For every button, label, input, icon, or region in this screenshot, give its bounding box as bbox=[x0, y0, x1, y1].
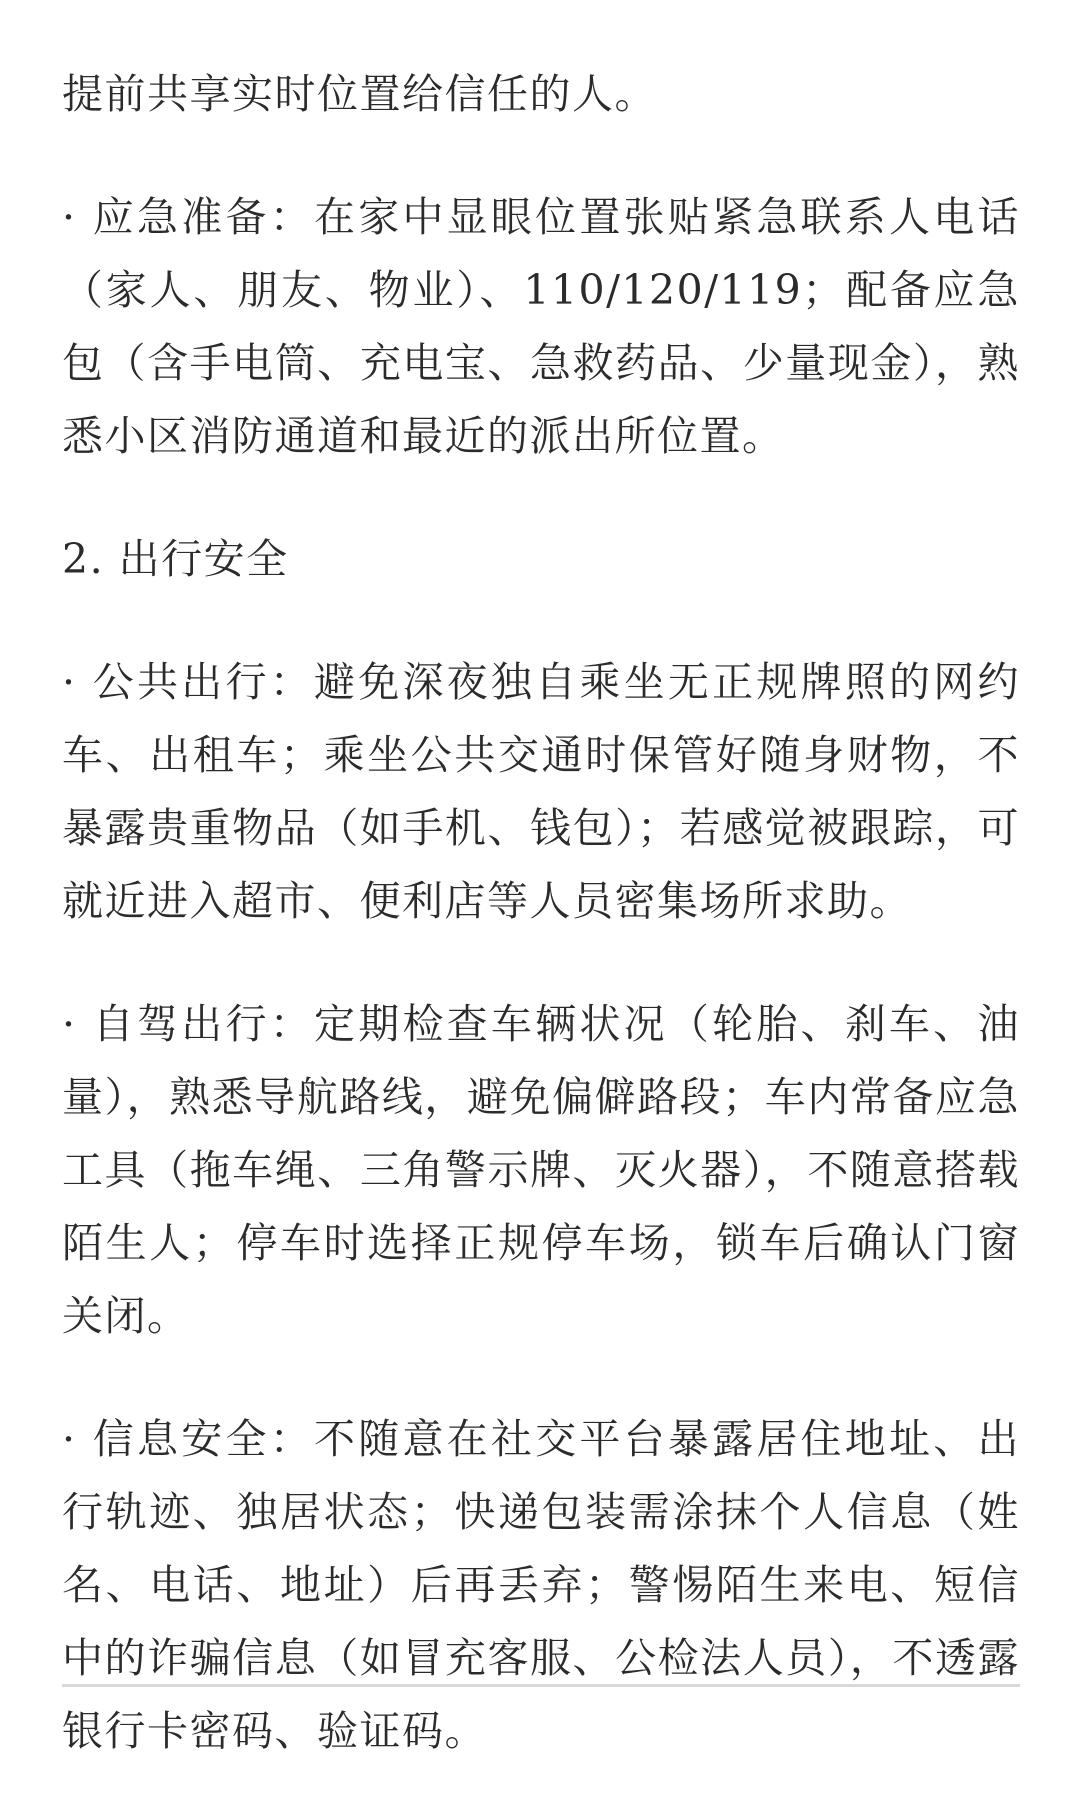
section-heading-travel-safety: 2. 出行安全 bbox=[62, 535, 289, 583]
paragraph-self-driving: · 自驾出行：定期检查车辆状况（轮胎、刹车、油量），熟悉导航路线，避免偏僻路段；车内常备应急工具（拖车绳、三角警示牌、灭火器），不随意搭载陌生人；停车时选择正规停车场，锁车后确认门窗关闭。 bbox=[62, 1000, 1020, 1340]
paragraph-emergency-preparation: · 应急准备：在家中显眼位置张贴紧急联系人电话（家人、朋友、物业）、110/120/119；配备应急包（含手电筒、充电宝、急救药品、少量现金），熟悉小区消防通道和最近的派出所位置。 bbox=[62, 193, 1020, 460]
paragraph-information-security: · 信息安全：不随意在社交平台暴露居住地址、出行轨迹、独居状态；快递包装需涂抹个人信息（姓名、电话、地址）后再丢弃；警惕陌生来电、短信中的诈骗信息（如冒充客服、公检法人员），不透露银行卡密码、验证码。 bbox=[62, 1415, 1020, 1755]
paragraph-public-transport: · 公共出行：避免深夜独自乘坐无正规牌照的网约车、出租车；乘坐公共交通时保管好随身财物，不暴露贵重物品（如手机、钱包）；若感觉被跟踪，可就近进入超市、便利店等人员密集场所求助。 bbox=[62, 658, 1020, 925]
content-divider bbox=[62, 1684, 1020, 1687]
paragraph-intro-tail: 提前共享实时位置给信任的人。 bbox=[62, 70, 657, 118]
article-body bbox=[62, 58, 1020, 1768]
